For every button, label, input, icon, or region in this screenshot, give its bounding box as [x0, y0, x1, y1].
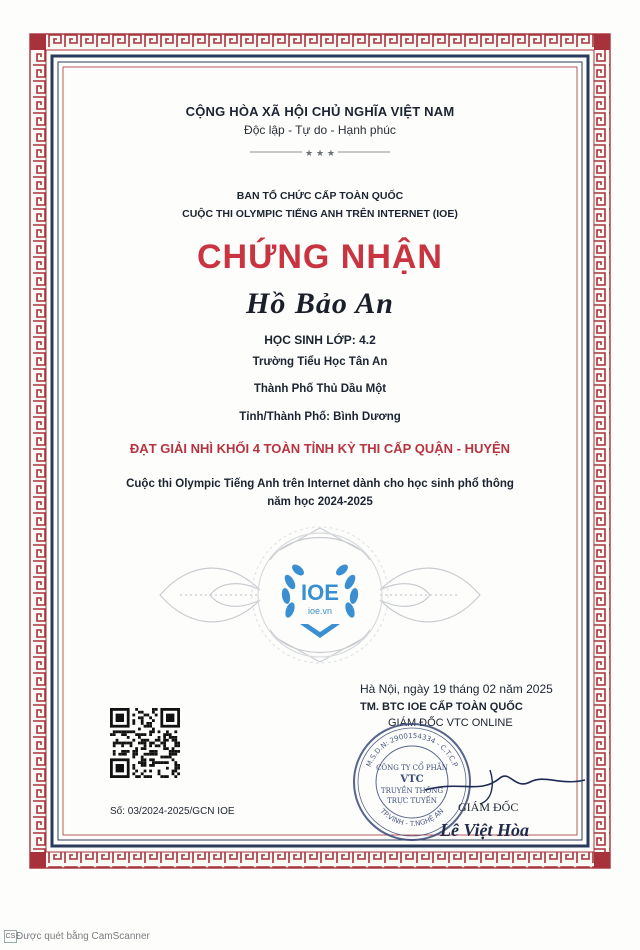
school-name: Trường Tiểu Học Tân An	[252, 356, 388, 368]
logo-brand-text: IOE	[301, 580, 339, 605]
award-line: ĐẠT GIẢI NHÌ KHỐI 4 TOÀN TỈNH KỲ THI CẤP QUẬN - HUYỆN	[129, 441, 511, 456]
signer-name: Lê Việt Hòa	[440, 820, 529, 840]
province-name: Tỉnh/Thành Phố: Bình Dương	[239, 411, 401, 423]
school-year: năm học 2024-2025	[267, 496, 373, 508]
national-motto: Độc lập - Tự do - Hạnh phúc	[244, 123, 396, 137]
stamp-center-1: CÔNG TY CỔ PHẦN	[376, 764, 448, 772]
contest-description: Cuộc thi Olympic Tiếng Anh trên Internet dành cho học sinh phổ thông	[126, 478, 514, 490]
certificate-title: CHỨNG NHẬN	[197, 238, 443, 276]
republic-heading: CỘNG HÒA XÃ HỘI CHỦ NGHĨA VIỆT NAM	[185, 104, 455, 119]
signatory-org: TM. BTC IOE CẤP TOÀN QUỐC	[360, 701, 523, 713]
signatory-position: GIÁM ĐỐC VTC ONLINE	[388, 717, 513, 729]
organizer-line1: BAN TỔ CHỨC CẤP TOÀN QUỐC	[236, 190, 404, 202]
stamp-bottom-arc: TP.VINH - T.NGHỆ AN	[378, 807, 446, 829]
stamp-top-arc: M.S.D.N: 2900154334 - C.T.C.P	[364, 731, 460, 769]
issue-date: Hà Nội, ngày 19 tháng 02 năm 2025	[360, 682, 553, 696]
stamp-center-3: TRUYỀN THÔNG	[380, 787, 444, 795]
student-name: Hồ Bảo An	[246, 287, 394, 320]
camscanner-badge: CS	[4, 930, 17, 943]
scanner-footer: Được quét bằng CamScanner	[16, 931, 150, 942]
stamp-center-2: VTC	[400, 774, 424, 785]
organizer-line2: CUỘC THI OLYMPIC TIẾNG ANH TRÊN INTERNET (IOE)	[182, 208, 458, 220]
ornament-with-logo	[150, 520, 490, 670]
student-class: HỌC SINH LỚP: 4.2	[264, 333, 376, 347]
stamp-center-4: TRỰC TUYẾN	[387, 797, 437, 805]
city-name: Thành Phố Thủ Dầu Một	[253, 383, 387, 395]
logo-domain-text: ioe.vn	[307, 606, 333, 616]
serial-number: Số: 03/2024-2025/GCN IOE	[110, 806, 235, 817]
director-title: GIÁM ĐỐC	[458, 800, 519, 814]
qr-code-icon	[110, 708, 180, 788]
svg-text:★ ★ ★: ★ ★ ★	[305, 149, 335, 159]
